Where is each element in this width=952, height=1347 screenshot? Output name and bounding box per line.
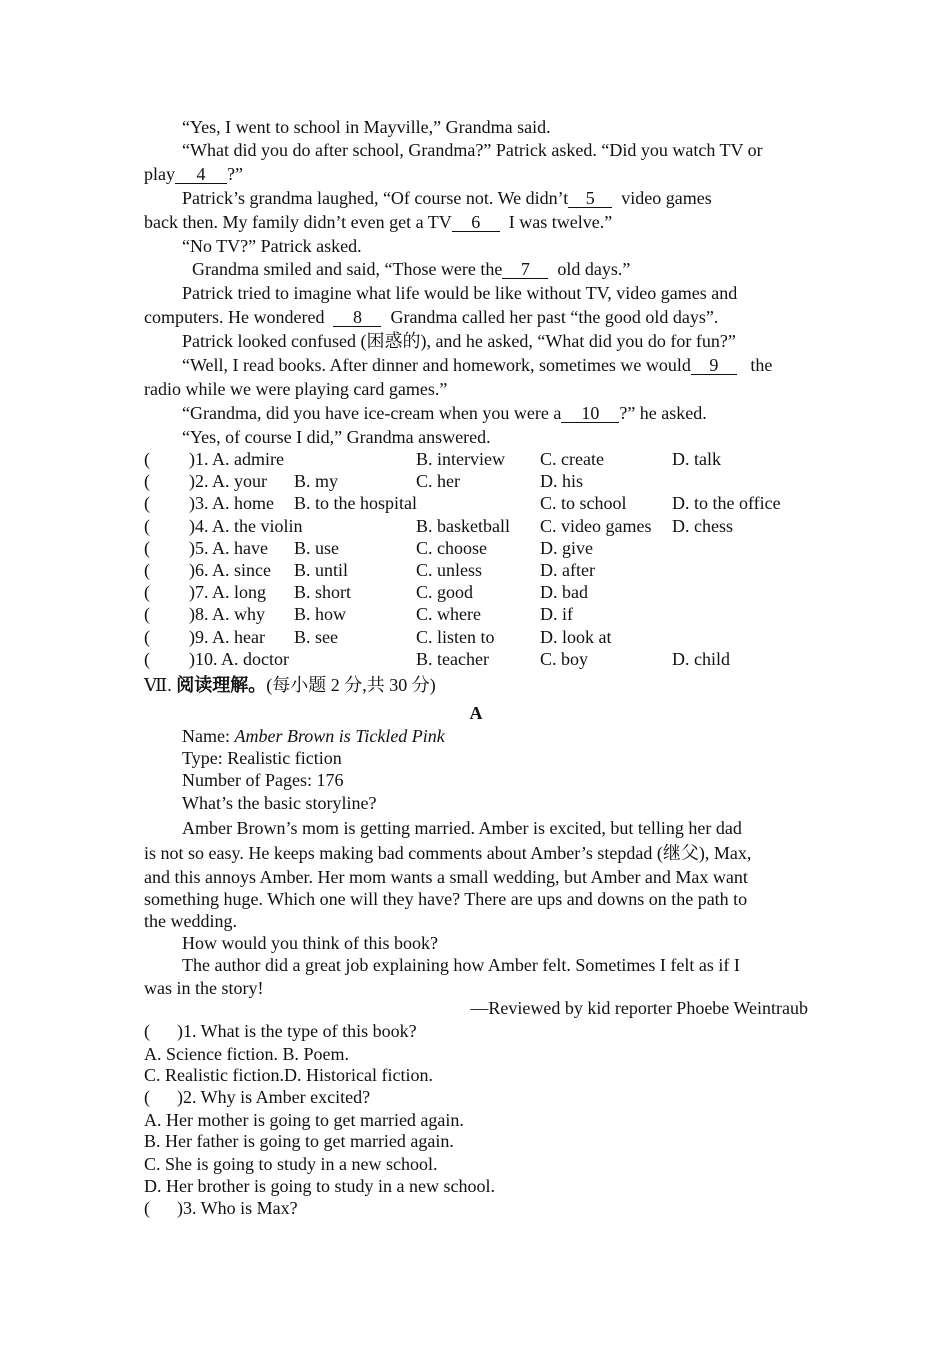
storyline-text: is not so easy. He keeps making bad comments about Amber’s stepdad (继父), Max,: [144, 843, 752, 863]
cloze-option: D. to the office: [672, 493, 781, 513]
cloze-question-option-a: )1. A. admire: [189, 449, 284, 469]
cloze-option: C. good: [416, 582, 474, 602]
answer-paren: (: [144, 538, 150, 558]
answer-paren: (: [144, 627, 150, 647]
passage-line: [182, 187, 712, 209]
cloze-question-option-a: )6. A. since: [189, 560, 271, 580]
blank-5: 5: [568, 189, 612, 208]
cloze-option: B. how: [294, 604, 347, 624]
cloze-question-option-a: )8. A. why: [189, 604, 265, 624]
question-text: )2. Why is Amber excited?: [177, 1087, 371, 1107]
cloze-option: B. teacher: [416, 649, 489, 669]
passage-line: [192, 258, 630, 280]
blank-4: 4: [175, 165, 227, 184]
cloze-option: D. bad: [540, 582, 588, 602]
reviewer-credit: —Reviewed by kid reporter Phoebe Weintraub: [470, 998, 808, 1018]
passage-text: old days.”: [557, 259, 631, 279]
question-2-option: B. Her father is going to get married again.: [144, 1131, 454, 1151]
blank-9: 9: [691, 356, 737, 375]
cloze-question-option-a: )7. A. long: [189, 582, 267, 602]
passage-text: video games: [621, 188, 712, 208]
passage-text: play: [144, 164, 175, 184]
blank-6: 6: [452, 213, 500, 232]
opinion-text: The author did a great job explaining how Amber felt. Sometimes I felt as if I: [182, 955, 740, 975]
storyline-text: the wedding.: [144, 911, 237, 931]
storyline-question: What’s the basic storyline?: [182, 793, 377, 813]
cloze-option: D. talk: [672, 449, 721, 469]
passage-text: back then. My family didn’t even get a TV: [144, 212, 452, 232]
passage-text: Patrick’s grandma laughed, “Of course not. We didn’t: [182, 188, 569, 208]
answer-paren: (: [144, 1087, 150, 1107]
book-pages: Number of Pages: 176: [182, 770, 344, 790]
cloze-option: C. create: [540, 449, 604, 469]
cloze-option: B. see: [294, 627, 338, 647]
opinion-text: was in the story!: [144, 978, 264, 998]
question-3: [144, 1197, 298, 1219]
answer-paren: (: [144, 604, 150, 624]
cloze-option: C. listen to: [416, 627, 495, 647]
storyline-text: Amber Brown’s mom is getting married. Amber is excited, but telling her dad: [182, 818, 742, 838]
cloze-question-option-a: )4. A. the violin: [189, 516, 303, 536]
passage-line: “Yes, I went to school in Mayville,” Grandma said.: [182, 117, 551, 137]
passage-text: ?”: [227, 164, 243, 184]
passage-line: Patrick tried to imagine what life would be like without TV, video games and: [182, 283, 738, 303]
question-text: )1. What is the type of this book?: [177, 1021, 417, 1041]
passage-text: the: [750, 355, 773, 375]
section-heading: [144, 674, 436, 696]
storyline-text: something huge. Which one will they have? There are ups and downs on the path to: [144, 889, 748, 909]
opinion-question: How would you think of this book?: [182, 933, 438, 953]
passage-line: [144, 163, 243, 185]
answer-paren: (: [144, 1198, 150, 1218]
cloze-option: B. short: [294, 582, 352, 602]
storyline-text: and this annoys Amber. Her mom wants a small wedding, but Amber and Max want: [144, 867, 748, 887]
passage-line: [182, 402, 707, 424]
passage-line: Patrick looked confused (困惑的), and he asked, “What did you do for fun?”: [182, 331, 736, 351]
passage-line: “Yes, of course I did,” Grandma answered.: [182, 427, 491, 447]
cloze-option: C. video games: [540, 516, 652, 536]
name-value: Amber Brown is Tickled Pink: [234, 726, 445, 746]
cloze-option: B. interview: [416, 449, 505, 469]
cloze-option: C. choose: [416, 538, 487, 558]
answer-paren: (: [144, 560, 150, 580]
question-text: )3. Who is Max?: [177, 1198, 298, 1218]
question-2: [144, 1086, 370, 1108]
cloze-question-option-a: )2. A. your: [189, 471, 267, 491]
section-score: (每小题 2 分,共 30 分): [266, 675, 436, 695]
blank-8: 8: [333, 308, 381, 327]
cloze-question-option-a: )10. A. doctor: [189, 649, 289, 669]
cloze-question-option-a: )3. A. home: [189, 493, 274, 513]
answer-paren: (: [144, 516, 150, 536]
cloze-option: D. look at: [540, 627, 612, 647]
passage-line: “No TV?” Patrick asked.: [182, 236, 362, 256]
cloze-option: C. where: [416, 604, 481, 624]
blank-10: 10: [561, 404, 619, 423]
cloze-option: D. chess: [672, 516, 733, 536]
passage-text: “Grandma, did you have ice-cream when you were a: [182, 403, 562, 423]
cloze-option: B. to the hospital: [294, 493, 417, 513]
book-name: [182, 725, 445, 747]
passage-text: Grandma called her past “the good old days”.: [390, 307, 719, 327]
answer-paren: (: [144, 493, 150, 513]
book-type: Type: Realistic fiction: [182, 748, 342, 768]
cloze-option: C. unless: [416, 560, 483, 580]
passage-text: ?” he asked.: [619, 403, 707, 423]
cloze-option: B. use: [294, 538, 339, 558]
question-2-option: A. Her mother is going to get married again.: [144, 1110, 464, 1130]
passage-text: computers. He wondered: [144, 307, 325, 327]
cloze-option: B. my: [294, 471, 339, 491]
question-1-options: C. Realistic fiction.D. Historical fiction.: [144, 1065, 433, 1085]
name-label: Name:: [182, 726, 235, 746]
blank-7: 7: [502, 260, 548, 279]
cloze-option: D. after: [540, 560, 595, 580]
passage-line: “What did you do after school, Grandma?” Patrick asked. “Did you watch TV or: [182, 140, 763, 160]
cloze-option: C. her: [416, 471, 460, 491]
cloze-option: B. until: [294, 560, 349, 580]
passage-line: [144, 306, 718, 328]
cloze-option: D. if: [540, 604, 573, 624]
passage-text: Grandma smiled and said, “Those were the: [192, 259, 503, 279]
passage-text: I was twelve.”: [508, 212, 613, 232]
cloze-option: D. child: [672, 649, 730, 669]
question-1-options: A. Science fiction. B. Poem.: [144, 1044, 349, 1064]
answer-paren: (: [144, 471, 150, 491]
answer-paren: (: [144, 582, 150, 602]
section-number: Ⅶ.: [144, 675, 172, 695]
cloze-question-option-a: )9. A. hear: [189, 627, 265, 647]
answer-paren: (: [144, 649, 150, 669]
question-2-option: C. She is going to study in a new school.: [144, 1154, 438, 1174]
part-label: A: [469, 703, 483, 723]
passage-line: [144, 211, 612, 233]
passage-line: [182, 354, 772, 376]
cloze-question-option-a: )5. A. have: [189, 538, 268, 558]
question-1: [144, 1020, 417, 1042]
cloze-option: B. basketball: [416, 516, 510, 536]
passage-line: radio while we were playing card games.”: [144, 379, 448, 399]
question-2-option: D. Her brother is going to study in a new school.: [144, 1176, 495, 1196]
cloze-option: C. boy: [540, 649, 589, 669]
cloze-option: D. his: [540, 471, 584, 491]
cloze-option: C. to school: [540, 493, 627, 513]
cloze-option: D. give: [540, 538, 593, 558]
answer-paren: (: [144, 449, 150, 469]
passage-text: “Well, I read books. After dinner and homework, sometimes we would: [182, 355, 691, 375]
section-title: 阅读理解。: [176, 675, 267, 695]
answer-paren: (: [144, 1021, 150, 1041]
